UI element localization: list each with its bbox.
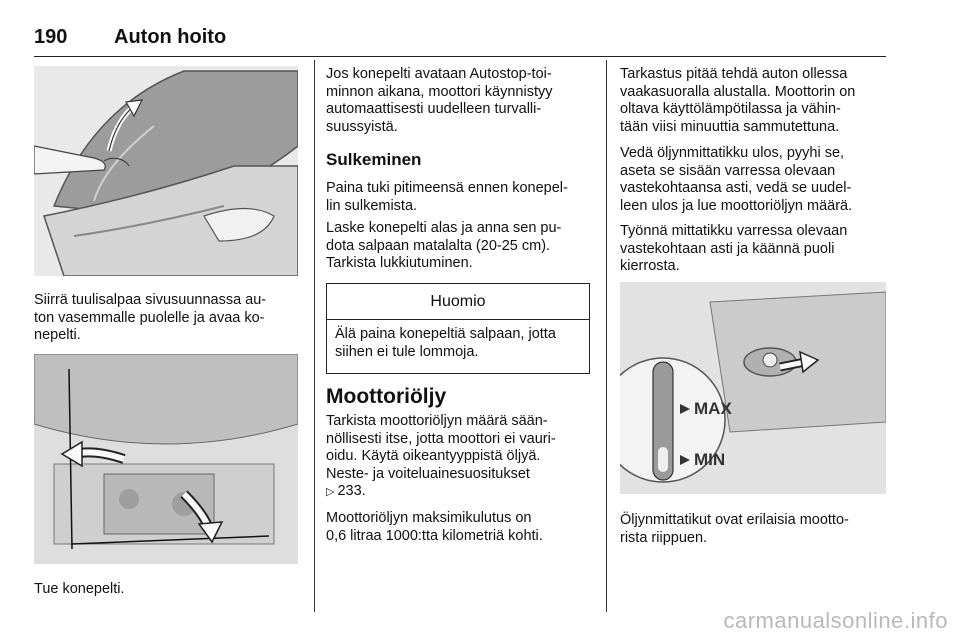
column-divider (606, 60, 607, 612)
dipstick-min-label: MIN (694, 450, 726, 469)
page-header (34, 26, 886, 57)
page-reference-icon: ▷ (326, 486, 335, 498)
dipstick-drawing (620, 282, 886, 494)
chapter-title: Auton hoito (114, 26, 227, 48)
note-body: Älä paina konepeltiä salpaan, jotta siihen ei tule lommoja. (335, 326, 556, 360)
oil-consumption-paragraph: Moottoriöljyn maksimikulutus on 0,6 litraa 1000:tta kilometriä kohti. (326, 510, 543, 544)
page-number: 190 (34, 26, 68, 48)
closing-paragraph-2: Laske konepelti alas ja anna sen pu- dota salpaan matalalta (20-25 cm). Tarkista lukkiutuminen. (326, 220, 562, 271)
dipstick-insert-paragraph: Työnnä mittatikku varressa olevaan vastekohtaan asti ja käännä puoli kierrosta. (620, 223, 848, 274)
dipstick-caption: Öljynmittatikut ovat erilaisia mootto- rista riippuen. (620, 512, 849, 546)
hood-release-drawing (34, 66, 298, 276)
section-heading-closing: Sulkeminen (326, 150, 422, 169)
hood-support-illustration (34, 354, 298, 564)
dipstick-max-label: MAX (694, 399, 732, 418)
dipstick-illustration (620, 282, 886, 494)
dipstick-paragraph: Vedä öljynmittatikku ulos, pyyhi se, aseta se sisään varressa olevaan vastekohtaansa asti, vedä se uudel- leen ulos ja lue moottoriöljyn määrä. (620, 145, 853, 214)
section-heading-engine-oil: Moottoriöljy (326, 385, 447, 408)
oil-check-paragraph: Tarkista moottoriöljyn määrä sään- nöllisesti itse, jotta moottori ei vauri- oidu. Käytä oikeantyyppistä öljyä. Neste- ja voiteluainesuositukset (326, 413, 556, 482)
page-reference (326, 483, 366, 502)
caption-hood-support: Tue konepelti. (34, 581, 125, 597)
page-reference-number: 233. (337, 483, 366, 499)
inspection-paragraph: Tarkastus pitää tehdä auton ollessa vaakasuoralla alustalla. Moottorin on oltava käyttölämpötilassa ja vähin- tään viisi minuuttia sammutettuna. (620, 66, 856, 135)
closing-paragraph-1: Paina tuki pitimeensä ennen konepel- lin sulkemista. (326, 180, 568, 214)
autostop-paragraph: Jos konepelti avataan Autostop-toi- minnon aikana, moottori käynnistyy automaattisesti uudelleen turvalli- suussyistä. (326, 66, 553, 135)
hood-release-illustration (34, 66, 298, 276)
note-title: Huomio (327, 284, 589, 320)
caption-hood-release: Siirrä tuulisalpaa sivusuunnassa au- ton vasemmalle puolelle ja avaa ko- nepelti. (34, 292, 267, 343)
watermark: carmanualsonline.info (723, 608, 948, 633)
hood-support-drawing (34, 354, 298, 564)
caution-note (326, 283, 590, 374)
column-divider (314, 60, 315, 612)
